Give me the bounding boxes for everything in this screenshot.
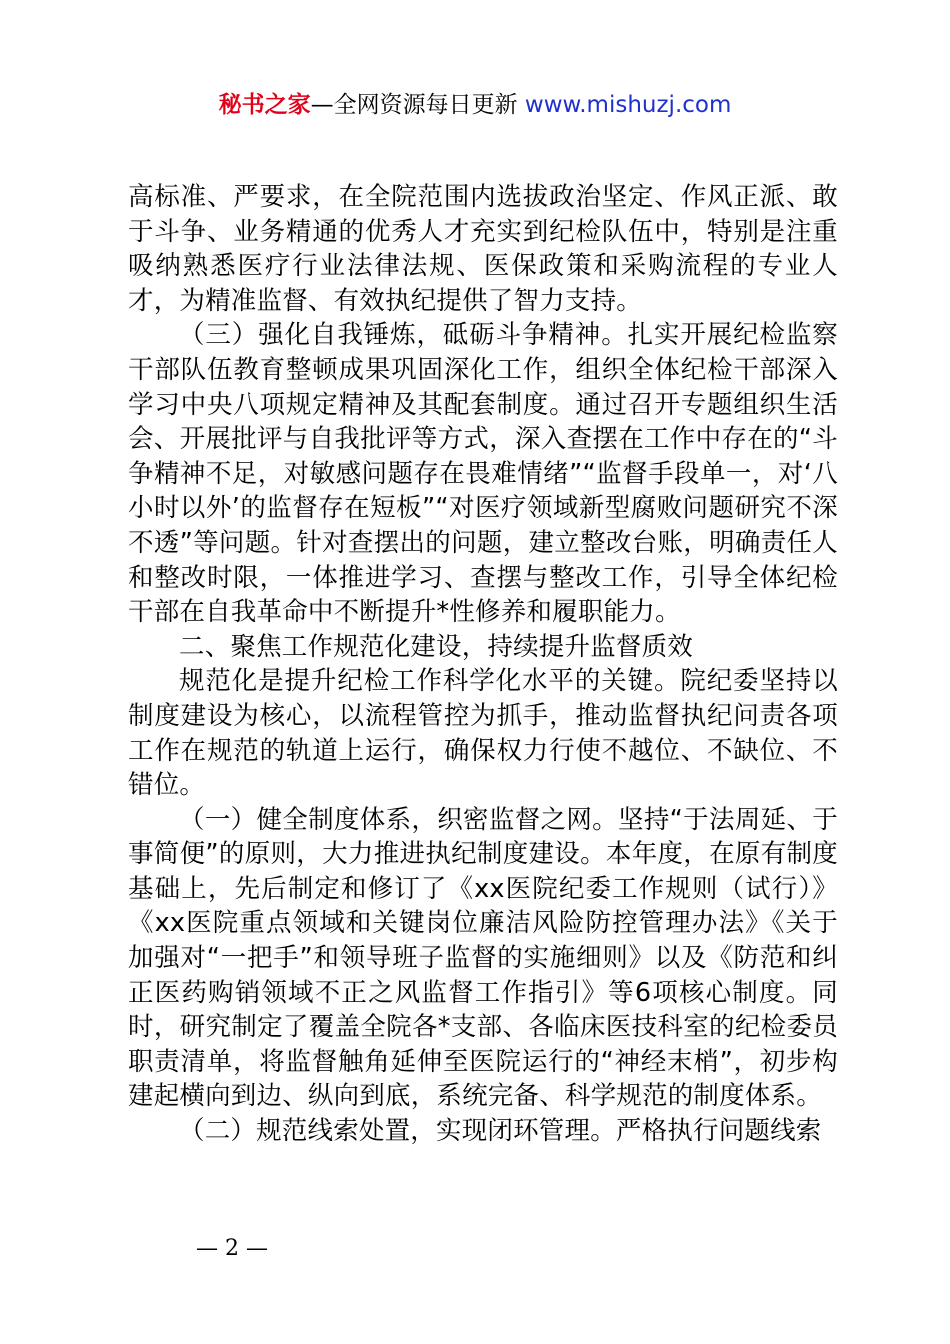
paragraph-2: （三）强化自我锤炼，砥砺斗争精神。扎实开展纪检监察干部队伍教育整顿成果巩固深化工作，组织全体纪检干部深入学习中央八项规定精神及其配套制度。通过召开专题组织生活会、开展批评与自我批评等方式，深入查摆在工作中存在的“斗争精神不足，对敏感问题存在畏难情绪”“监督手段单一，对‘八小时以外’的监督存在短板”“对医疗领域新型腐败问题研究不深不透”等问题。针对查摆出的问题，建立整改台账，明确责任人和整改时限，一体推进学习、查摆与整改工作，引导全体纪检干部在自我革命中不断提升*性修养和履职能力。: [128, 320, 838, 628]
paragraph-3: 规范化是提升纪检工作科学化水平的关键。院纪委坚持以制度建设为核心，以流程管控为抓手，推动监督执纪问责各项工作在规范的轨道上运行，确保权力行使不越位、不缺位、不错位。: [128, 666, 838, 801]
paragraph-4: （一）健全制度体系，织密监督之网。坚持“于法周延、于事简便”的原则，大力推进执纪制度建设。本年度，在原有制度基础上，先后制定和修订了《xx医院纪委工作规则（试行）》《xx医院重点领域和关键岗位廉洁风险防控管理办法》《关于加强对“一把手”和领导班子监督的实施细则》以及《防范和纠正医药购销领域不正之风监督工作指引》等6项核心制度。同时，研究制定了覆盖全院各*支部、各临床医技科室的纪检委员职责清单，将监督触角延伸至医院运行的“神经末梢”，初步构建起横向到边、纵向到底，系统完备、科学规范的制度体系。: [128, 804, 838, 1112]
site-url[interactable]: www.mishuzj.com: [524, 92, 732, 118]
page-number: — 2 —: [196, 1236, 268, 1261]
document-body: [128, 180, 838, 1149]
header-tagline: —全网资源每日更新: [310, 92, 525, 118]
site-header: [0, 88, 950, 122]
paragraph-5: （二）规范线索处置，实现闭环管理。严格执行问题线索: [179, 1116, 822, 1147]
paragraph-1: 高标准、严要求，在全院范围内选拔政治坚定、作风正派、敢于斗争、业务精通的优秀人才充实到纪检队伍中，特别是注重吸纳熟悉医疗行业法律法规、医保政策和采购流程的专业人才，为精准监督、有效执纪提供了智力支持。: [128, 182, 838, 316]
brand-name: 秘书之家: [218, 92, 311, 118]
section-heading: 二、聚焦工作规范化建设，持续提升监督质效: [179, 631, 694, 662]
